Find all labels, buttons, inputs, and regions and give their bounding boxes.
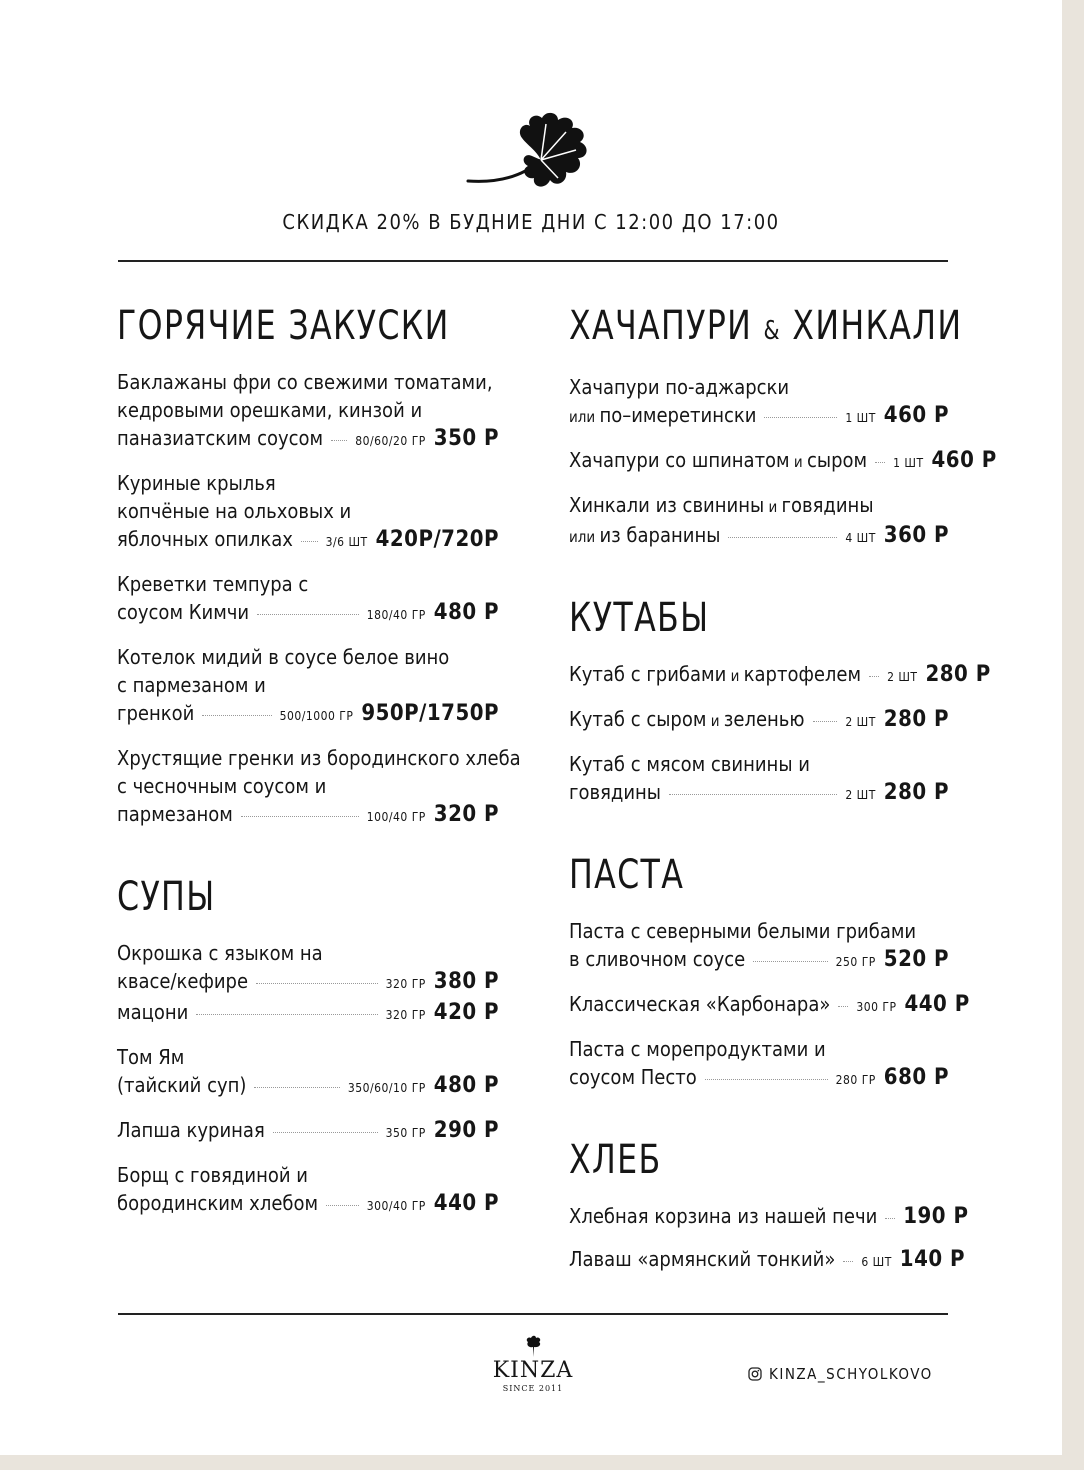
menu-item-line (117, 800, 499, 831)
dot-leader (813, 721, 838, 722)
menu-item (117, 368, 499, 455)
menu-item-line (117, 643, 499, 671)
section-title: СУПЫ (117, 874, 216, 920)
menu-item-price: 320 Р (433, 802, 499, 827)
menu-item-text: квасе/кефире (117, 969, 249, 993)
menu-item-portion: 3/6 ШТ (325, 535, 368, 549)
dot-leader (257, 614, 359, 615)
dot-leader (838, 1006, 848, 1007)
dot-leader (202, 715, 271, 716)
menu-item (569, 917, 949, 976)
menu-item (117, 1161, 499, 1220)
section-title: КУТАБЫ (569, 595, 710, 641)
brand-name: KINZA (492, 1358, 574, 1383)
dot-leader (301, 541, 318, 542)
menu-item-line (117, 424, 499, 455)
menu-item (569, 660, 991, 691)
menu-item (569, 990, 970, 1021)
menu-item (569, 1245, 965, 1276)
menu-item-text: Паста с северными белыми грибами (569, 919, 917, 943)
menu-item-portion: 2 ШТ (845, 715, 876, 729)
menu-item-portion: 180/40 ГР (366, 608, 426, 622)
dot-leader (254, 1087, 340, 1088)
menu-item-line (569, 750, 949, 778)
menu-item (569, 446, 997, 477)
conjunction: и (706, 712, 724, 730)
menu-item-line (117, 497, 499, 525)
header-divider (118, 260, 948, 262)
menu-item-line (569, 491, 949, 521)
menu-item (117, 939, 499, 1029)
menu-item-price: 420 Р (433, 1000, 499, 1025)
menu-item-price: 440 Р (904, 992, 970, 1017)
dot-leader (764, 417, 837, 418)
section-title: ГОРЯЧИЕ ЗАКУСКИ (117, 303, 450, 349)
menu-item (117, 570, 499, 629)
menu-item-portion: 350 ГР (385, 1126, 426, 1140)
menu-item-text: пармезаном (117, 802, 233, 826)
menu-item-text: говядины (569, 780, 661, 804)
menu-item-portion: 1 ШТ (893, 456, 924, 470)
menu-item-text: Куриные крылья (117, 471, 276, 495)
menu-item-text: Баклажаны фри со свежими томатами, (117, 370, 493, 394)
dot-leader (256, 983, 378, 984)
menu-item-portion: 320 ГР (385, 1008, 426, 1022)
conjunction: и (789, 453, 807, 471)
menu-item-portion: 80/60/20 ГР (355, 434, 426, 448)
menu-item-text: копчёные на ольховых и (117, 499, 352, 523)
menu-item-line (117, 998, 499, 1029)
menu-item-line (117, 671, 499, 699)
menu-item (569, 373, 949, 432)
menu-item-line (569, 373, 949, 401)
left-menu-column (117, 300, 521, 1260)
menu-item-text: Окрошка с языком на (117, 941, 323, 965)
menu-item-price: 280 Р (883, 780, 949, 805)
menu-item-price: 950Р/1750Р (361, 701, 499, 726)
menu-item-price: 140 Р (899, 1247, 965, 1272)
menu-item-portion: 1 ШТ (845, 411, 876, 425)
menu-item-line (117, 598, 499, 629)
menu-item-portion: 500/1000 ГР (279, 709, 354, 723)
menu-item-line (117, 1043, 499, 1071)
menu-item (569, 1202, 969, 1231)
menu-item-text: бородинским хлебом (117, 1191, 319, 1215)
menu-item-text: Том Ям (117, 1045, 185, 1069)
menu-item-text: Борщ с говядиной и (117, 1163, 308, 1187)
menu-item-portion: 2 ШТ (887, 670, 918, 684)
menu-item-price: 290 Р (433, 1118, 499, 1143)
menu-item-text: Кутаб с грибами и картофелем (569, 662, 862, 686)
dot-leader (885, 1218, 895, 1219)
menu-item-text: Хачапури по-аджарски (569, 375, 790, 399)
menu-item-portion: 6 ШТ (861, 1255, 892, 1269)
menu-item-portion: 320 ГР (385, 977, 426, 991)
menu-item-line (569, 778, 949, 809)
menu-item-line (117, 1161, 499, 1189)
instagram-handle[interactable] (748, 1365, 933, 1383)
menu-item-price: 350 Р (433, 426, 499, 451)
menu-item-price: 420Р/720Р (375, 527, 499, 552)
menu-section (117, 300, 521, 831)
menu-item (117, 643, 499, 730)
menu-item-portion: 100/40 ГР (366, 810, 426, 824)
menu-item-text: соусом Кимчи (117, 600, 250, 624)
menu-item-text: Хинкали из свинины и говядины (569, 493, 874, 517)
menu-item-text: Лапша куриная (117, 1118, 265, 1142)
menu-item-line (569, 446, 997, 477)
instagram-icon (748, 1367, 762, 1381)
menu-item (117, 1043, 499, 1102)
menu-item-line (569, 1035, 949, 1063)
menu-item-price: 190 Р (903, 1204, 969, 1229)
menu-item-price: 520 Р (883, 947, 949, 972)
menu-item-price: 360 Р (883, 523, 949, 548)
menu-item-line (569, 945, 949, 976)
menu-item-line (569, 521, 949, 552)
menu-item-line (117, 967, 499, 998)
menu-item (569, 1035, 949, 1094)
menu-item-price: 280 Р (925, 662, 991, 687)
menu-item-line (569, 1202, 969, 1231)
menu-item-price: 680 Р (883, 1065, 949, 1090)
menu-item-text: Хрустящие гренки из бородинского хлеба (117, 746, 521, 770)
dot-leader (728, 537, 837, 538)
section-title: ХАЧАПУРИ & ХИНКАЛИ (569, 303, 963, 349)
menu-item (569, 750, 949, 809)
menu-item-price: 460 Р (931, 448, 997, 473)
menu-item-text: с чесночным соусом и (117, 774, 327, 798)
menu-item-text: в сливочном соусе (569, 947, 746, 971)
menu-section (569, 1134, 969, 1276)
menu-item-text: с пармезаном и (117, 673, 266, 697)
menu-item (569, 491, 949, 552)
menu-item-line (117, 939, 499, 967)
brand-logo (486, 1335, 580, 1395)
menu-item-line (117, 699, 499, 730)
menu-item-portion: 250 ГР (835, 955, 876, 969)
menu-item-line (117, 570, 499, 598)
menu-item-text: Кутаб с сыром и зеленью (569, 707, 805, 731)
brand-since: SINCE 2011 (502, 1384, 564, 1393)
menu-item-text: кедровыми орешками, кинзой и (117, 398, 423, 422)
menu-item-line (117, 525, 499, 556)
menu-section (569, 300, 997, 552)
menu-item-line (569, 1063, 949, 1094)
menu-item-portion: 280 ГР (835, 1073, 876, 1087)
menu-item-line (569, 1245, 965, 1276)
menu-item-price: 280 Р (883, 707, 949, 732)
menu-item (569, 705, 949, 736)
menu-section (569, 592, 991, 809)
menu-item-price: 460 Р (883, 403, 949, 428)
menu-section (117, 871, 499, 1220)
menu-item-text: Котелок мидий в соусе белое вино (117, 645, 450, 669)
menu-item-text: или по–имеретински (569, 403, 757, 427)
conjunction: и (764, 498, 782, 516)
section-title: ХЛЕБ (569, 1137, 662, 1183)
menu-item-text: Креветки темпура с (117, 572, 309, 596)
dot-leader (326, 1205, 359, 1206)
menu-item-line (117, 368, 499, 396)
dot-leader (273, 1132, 378, 1133)
menu-item-price: 480 Р (433, 600, 499, 625)
menu-item-line (117, 772, 499, 800)
dot-leader (875, 462, 885, 463)
dot-leader (196, 1014, 377, 1015)
menu-item-price: 480 Р (433, 1073, 499, 1098)
menu-item-line (569, 660, 991, 691)
menu-item-line (117, 396, 499, 424)
kinza-leaf-icon (521, 1335, 545, 1359)
dot-leader (331, 440, 347, 441)
menu-item-portion: 4 ШТ (845, 531, 876, 545)
menu-section (569, 849, 970, 1094)
right-menu-column (569, 300, 997, 1316)
menu-item-line (117, 1071, 499, 1102)
menu-item-text: Паста с морепродуктами и (569, 1037, 826, 1061)
menu-item-text: соусом Песто (569, 1065, 697, 1089)
menu-item-text: Кутаб с мясом свинины и (569, 752, 810, 776)
conjunction: или (569, 528, 600, 546)
menu-item (117, 1116, 499, 1147)
menu-item-line (569, 401, 949, 432)
dot-leader (753, 961, 827, 962)
dot-leader (241, 816, 359, 817)
menu-item-portion: 350/60/10 ГР (347, 1081, 426, 1095)
menu-item-text: гренкой (117, 701, 195, 725)
menu-item (117, 469, 499, 556)
dot-leader (669, 794, 837, 795)
menu-item-text: Хлебная корзина из нашей печи (569, 1204, 878, 1228)
menu-item-text: (тайский суп) (117, 1073, 247, 1097)
footer-divider (118, 1313, 948, 1315)
promo-banner: СКИДКА 20% В БУДНИЕ ДНИ С 12:00 ДО 17:00 (282, 210, 780, 234)
menu-item-text: паназиатским соусом (117, 426, 324, 450)
dot-leader (705, 1079, 828, 1080)
instagram-handle-text: KINZA_SCHYOLKOVO (769, 1365, 933, 1383)
menu-item-line (569, 705, 949, 736)
menu-item-price: 380 Р (433, 969, 499, 994)
menu-item-portion: 300 ГР (856, 1000, 897, 1014)
menu-item-text: или из баранины (569, 523, 721, 547)
menu-item-text: Хачапури со шпинатом и сыром (569, 448, 868, 472)
coriander-leaf-icon (466, 110, 598, 196)
menu-item-text: яблочных опилках (117, 527, 293, 551)
menu-item-portion: 2 ШТ (845, 788, 876, 802)
menu-item-text: Классическая «Карбонара» (569, 992, 831, 1016)
menu-item-line (569, 917, 949, 945)
menu-item-price: 440 Р (433, 1191, 499, 1216)
dot-leader (843, 1261, 853, 1262)
menu-item-portion: 300/40 ГР (366, 1199, 426, 1213)
menu-item-line (569, 990, 970, 1021)
menu-item-text: Лаваш «армянский тонкий» (569, 1247, 836, 1271)
menu-item (117, 744, 521, 831)
menu-item-line (117, 744, 521, 772)
menu-item-line (117, 1189, 499, 1220)
menu-item-line (117, 1116, 499, 1147)
menu-item-text: мацони (117, 1000, 189, 1024)
conjunction: или (569, 408, 600, 426)
section-title: ПАСТА (569, 852, 685, 898)
menu-item-line (117, 469, 499, 497)
conjunction: и (726, 667, 744, 685)
dot-leader (869, 676, 879, 677)
